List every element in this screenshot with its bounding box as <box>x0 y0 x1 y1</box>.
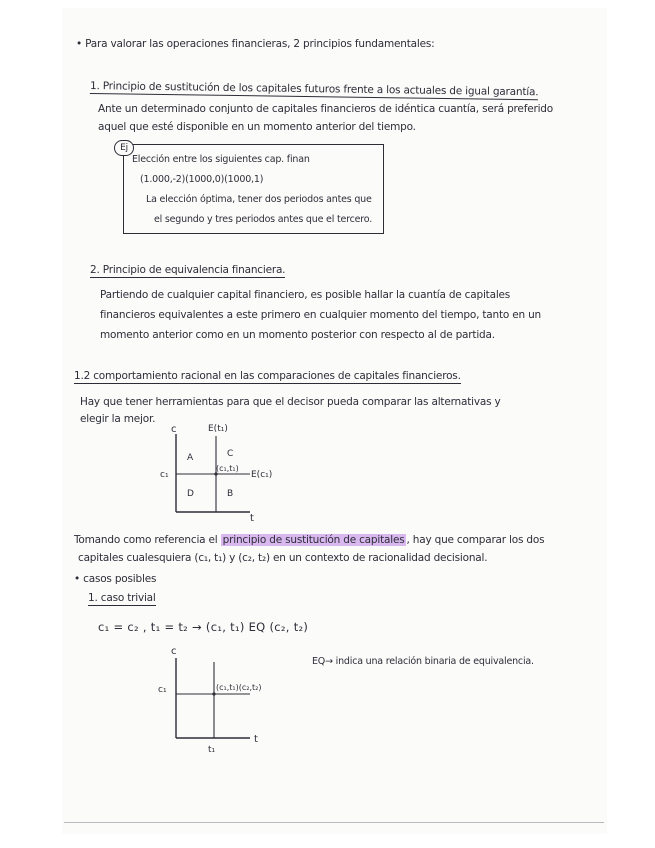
example-line-1: Elección entre los siguientes cap. finan <box>132 154 310 165</box>
highlighted-principle: principio de sustitución de capitales <box>222 534 405 546</box>
principle-1-line-2: aquel que esté disponible en un momento anterior del tiempo. <box>98 121 416 133</box>
graph1-region-c: C <box>227 449 234 459</box>
graph1-region-b: B <box>227 489 234 499</box>
reference-pre: Tomando como referencia el <box>74 534 218 546</box>
graph1-y-label: c <box>171 424 177 435</box>
eq-note: EQ→ indica una relación binaria de equivalencia. <box>312 656 534 667</box>
cases-title: • casos posibles <box>74 573 157 585</box>
graph1-c1-label: c₁ <box>160 470 169 480</box>
quadrant-graph <box>150 420 300 525</box>
reference-post: , hay que comparar los dos <box>406 534 545 546</box>
principle-2-title: 2. Principio de equivalencia financiera. <box>90 264 286 276</box>
graph1-region-d: D <box>187 489 194 499</box>
principle-2-line-1: Partiendo de cualquier capital financiero, es posible hallar la cuantía de capitales <box>100 289 511 301</box>
section-1-2-line-2: elegir la mejor. <box>80 413 156 425</box>
trivial-case-graph <box>150 642 310 757</box>
graph1-region-a: A <box>187 453 194 463</box>
principle-1-title: 1. Principio de sustitución de los capitales futuros frente a los actuales de igual garantía. <box>89 80 539 99</box>
example-tag: Ej <box>114 140 134 156</box>
page-bottom-rule <box>64 822 604 823</box>
graph2-c1-label: c₁ <box>158 685 167 695</box>
graph1-x-label: t <box>250 513 254 524</box>
graph1-hline-label: E(c₁) <box>251 470 273 480</box>
case-1-title: 1. caso trivial <box>88 592 156 604</box>
graph1-point-label: (c₁,t₁) <box>216 464 239 473</box>
graph2-t1-label: t₁ <box>208 745 216 755</box>
example-line-4: el segundo y tres periodos antes que el tercero. <box>154 214 373 225</box>
principle-1-line-1: Ante un determinado conjunto de capitales financieros de idéntica cuantía, será preferido <box>98 103 553 115</box>
section-1-2-line-1: Hay que tener herramientas para que el decisor pueda comparar las alternativas y <box>80 396 501 408</box>
principle-2-line-3: momento anterior como en un momento posterior con respecto al de partida. <box>100 329 495 341</box>
intro-line: • Para valorar las operaciones financieras, 2 principios fundamentales: <box>76 38 435 50</box>
graph2-point-dot <box>212 692 215 695</box>
principle-2-line-2: financieros equivalentes a este primero en cualquier momento del tiempo, tanto en un <box>100 309 542 321</box>
example-line-2: (1.000,-2)(1000,0)(1000,1) <box>140 174 264 185</box>
graph2-y-label: c <box>171 646 177 657</box>
graph2-point-label: (c₁,t₁)(c₂,t₂) <box>216 683 262 692</box>
graph1-vline-label: E(t₁) <box>208 424 228 434</box>
graph2-x-label: t <box>254 734 258 745</box>
case-1-equation: c₁ = c₂ , t₁ = t₂ → (c₁, t₁) EQ (c₂, t₂) <box>98 620 309 634</box>
reference-line-2: capitales cualesquiera (c₁, t₁) y (c₂, t₂) en un contexto de racionalidad decisional. <box>78 552 488 564</box>
example-line-3: La elección óptima, tener dos periodos antes que <box>146 194 372 205</box>
reference-line-1 <box>74 534 544 546</box>
section-1-2-title: 1.2 comportamiento racional en las comparaciones de capitales financieros. <box>74 370 461 382</box>
